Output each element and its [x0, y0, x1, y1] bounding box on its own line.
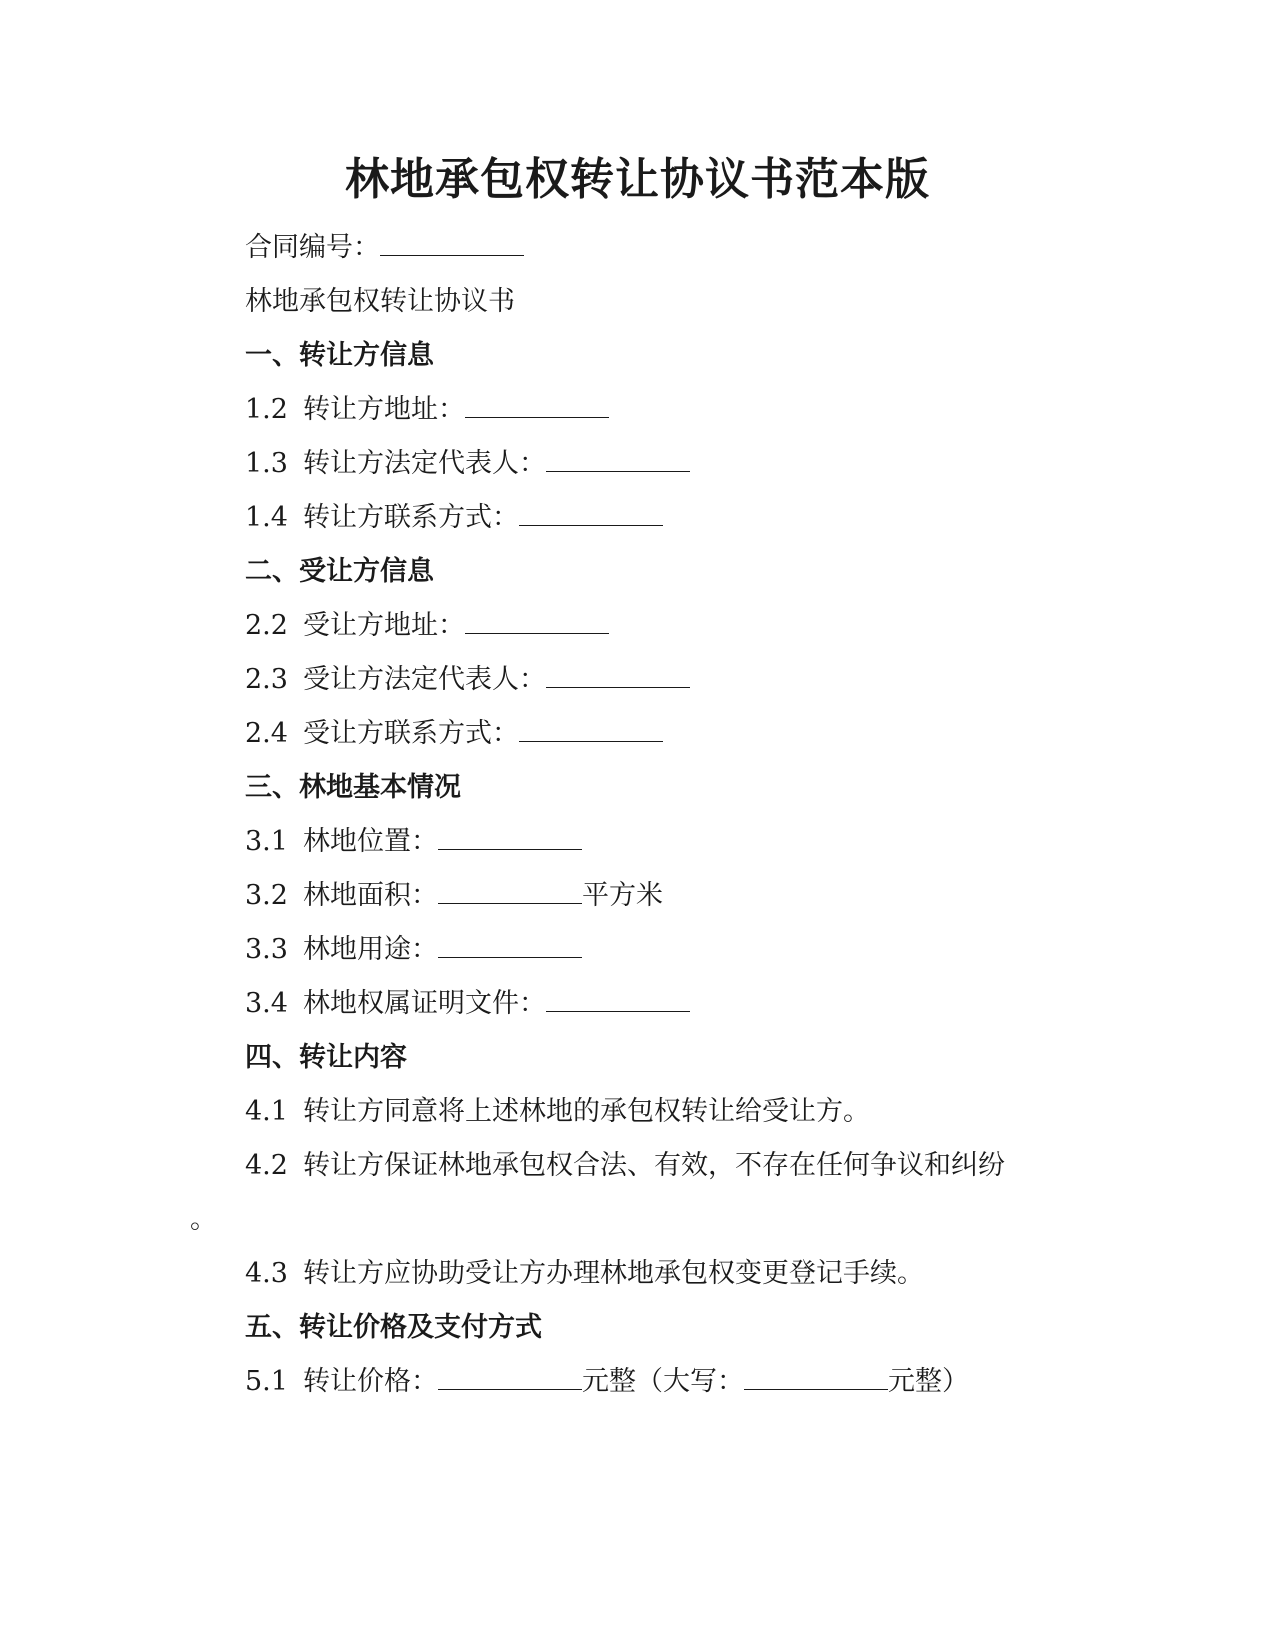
clause-4-1: [245, 1094, 870, 1130]
clause-text: 转让方保证林地承包权合法、有效，不存在任何争议和纠纷: [303, 1150, 1005, 1181]
contract-number-label: 合同编号：: [245, 232, 380, 263]
clause-3-1: [245, 824, 582, 860]
clause-2-2: [245, 608, 609, 644]
transferor-address-blank[interactable]: [465, 393, 609, 418]
clause-4-3: [245, 1256, 924, 1292]
contract-number-blank[interactable]: [380, 231, 524, 256]
clause-text: 转让方同意将上述林地的承包权转让给受让方。: [303, 1096, 870, 1127]
section-heading-price-payment: 五、转让价格及支付方式: [245, 1312, 542, 1343]
agreement-subtitle: 林地承包权转让协议书: [245, 286, 515, 317]
contract-number-line: [245, 230, 524, 266]
clause-label: 林地位置：: [303, 826, 438, 857]
clause-label: 受让方地址：: [303, 610, 465, 641]
area-unit: 平方米: [582, 880, 663, 911]
clause-number: 4.2: [245, 1150, 288, 1181]
clause-2-3: [245, 662, 690, 698]
price-suffix: 元整（大写：: [582, 1366, 744, 1397]
clause-label: 林地用途：: [303, 934, 438, 965]
clause-3-2: [245, 878, 663, 914]
clause-4-2-tail: 。: [190, 1204, 217, 1235]
clause-number: 4.3: [245, 1258, 288, 1289]
clause-1-2: [245, 392, 609, 428]
transferor-representative-blank[interactable]: [546, 447, 690, 472]
transferee-address-blank[interactable]: [465, 609, 609, 634]
section-heading-transferor: 一、转让方信息: [245, 340, 434, 371]
price-amount-blank[interactable]: [438, 1365, 582, 1390]
clause-number: 1.2: [245, 394, 288, 425]
section-heading-transfer-content: 四、转让内容: [245, 1042, 407, 1073]
clause-1-3: [245, 446, 690, 482]
clause-1-4: [245, 500, 663, 536]
clause-label: 林地面积：: [303, 880, 438, 911]
clause-number: 1.3: [245, 448, 288, 479]
forest-area-blank[interactable]: [438, 879, 582, 904]
clause-number: 4.1: [245, 1096, 288, 1127]
clause-number: 3.4: [245, 988, 288, 1019]
price-suffix-end: 元整）: [888, 1366, 969, 1397]
transferee-representative-blank[interactable]: [546, 663, 690, 688]
transferor-contact-blank[interactable]: [519, 501, 663, 526]
clause-number: 2.3: [245, 664, 288, 695]
clause-label: 转让方联系方式：: [303, 502, 519, 533]
clause-label: 林地权属证明文件：: [303, 988, 546, 1019]
forest-usage-blank[interactable]: [438, 933, 582, 958]
clause-text: 转让方应协助受让方办理林地承包权变更登记手续。: [303, 1258, 924, 1289]
clause-number: 2.4: [245, 718, 288, 749]
clause-number: 5.1: [245, 1366, 288, 1397]
clause-4-2: [245, 1148, 1005, 1184]
forest-location-blank[interactable]: [438, 825, 582, 850]
section-heading-transferee: 二、受让方信息: [245, 556, 434, 587]
clause-number: 3.1: [245, 826, 288, 857]
section-heading-forest-land: 三、林地基本情况: [245, 772, 461, 803]
clause-number: 3.2: [245, 880, 288, 911]
clause-3-4: [245, 986, 690, 1022]
transferee-contact-blank[interactable]: [519, 717, 663, 742]
clause-number: 3.3: [245, 934, 288, 965]
ownership-certificate-blank[interactable]: [546, 987, 690, 1012]
price-uppercase-blank[interactable]: [744, 1365, 888, 1390]
clause-label: 受让方联系方式：: [303, 718, 519, 749]
clause-label: 转让方法定代表人：: [303, 448, 546, 479]
clause-label: 受让方法定代表人：: [303, 664, 546, 695]
clause-number: 2.2: [245, 610, 288, 641]
clause-3-3: [245, 932, 582, 968]
clause-label: 转让方地址：: [303, 394, 465, 425]
document-title: 林地承包权转让协议书范本版: [345, 154, 930, 205]
clause-label: 转让价格：: [303, 1366, 438, 1397]
clause-5-1: [245, 1364, 969, 1400]
clause-number: 1.4: [245, 502, 288, 533]
clause-2-4: [245, 716, 663, 752]
